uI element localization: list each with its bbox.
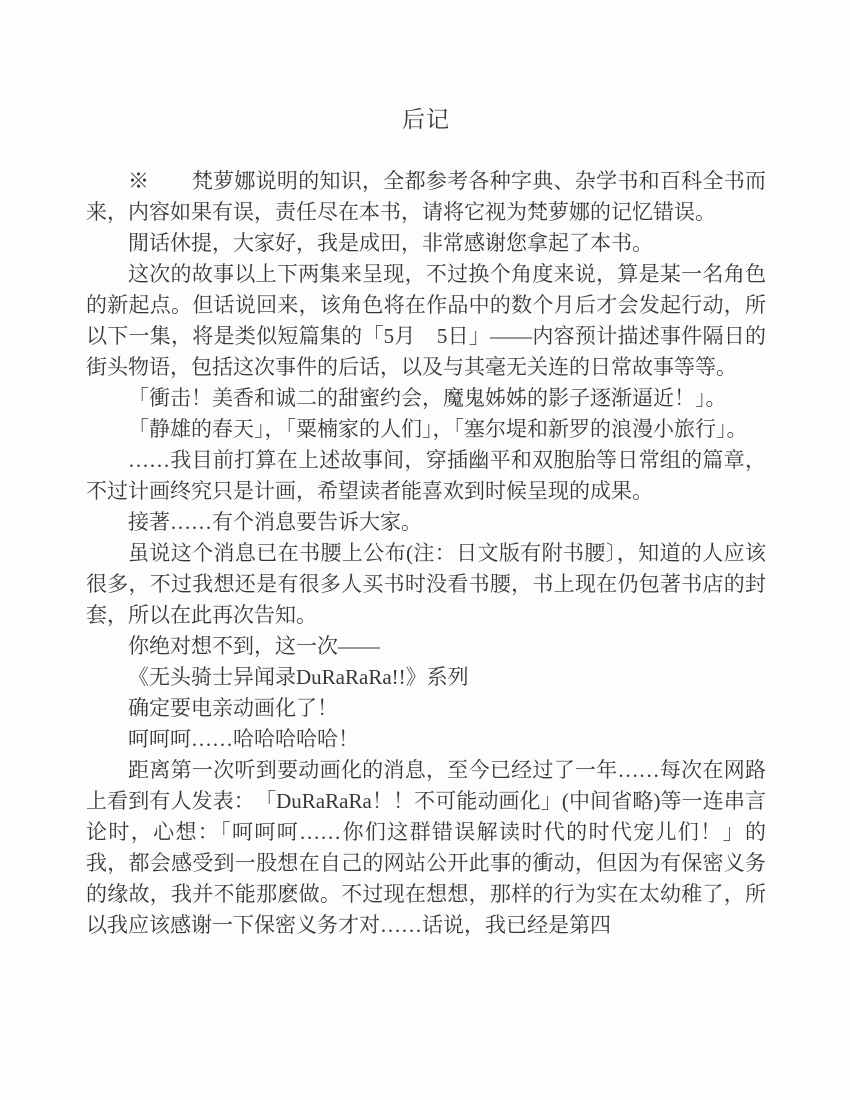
paragraph: ……我目前打算在上述故事间，穿插幽平和双胞胎等日常组的篇章，不过计画终究只是计画，希望读者能喜欢到时候呈现的成果。 bbox=[86, 448, 766, 503]
paragraph: 虽说这个消息已在书腰上公布(注：日文版有附书腰〕，知道的人应该很多，不过我想还是有很多人买书时没看书腰，书上现在仍包著书店的封套，所以在此再次告知。 bbox=[86, 541, 766, 627]
page-title: 后记 bbox=[402, 107, 450, 132]
paragraph: 你绝对想不到，这一次—— bbox=[128, 634, 380, 658]
paragraph: 接著……有个消息要告诉大家。 bbox=[128, 510, 422, 534]
paragraph: 閒话休提，大家好，我是成田，非常感谢您拿起了本书。 bbox=[128, 231, 653, 255]
paragraph: 确定要电亲动画化了！ bbox=[128, 696, 338, 720]
paragraph: ※ 梵萝娜说明的知识，全都参考各种字典、杂学书和百科全书而来，内容如果有误，责任尽在本书，请将它视为梵萝娜的记忆错误。 bbox=[86, 169, 766, 224]
afterword-body bbox=[86, 166, 766, 941]
paragraph: 《无头骑士异闻录DuRaRaRa!!》系列 bbox=[128, 665, 469, 689]
paragraph: 距离第一次听到要动画化的消息，至今已经过了一年……每次在网路上看到有人发表： 「DuRaRaRa！！不可能动画化」(中间省略)等一连串言论时，心想：「呵呵呵……你们这群错误解读时代的时代宠儿们！」的我，都会感受到一股想在自己的网站公开此事的衝动，但因为有保密义务的缘故，我并不能那麽做。不过现在想想，那样的行为实在太幼稚了，所以我应该感谢一下保密义务才对……话说，我已经是第四 bbox=[86, 758, 766, 937]
paragraph: 呵呵呵……哈哈哈哈哈！ bbox=[128, 727, 359, 751]
paragraph: 「静雄的春天」，「粟楠家的人们」，「塞尔堤和新罗的浪漫小旅行」。 bbox=[128, 417, 748, 441]
paragraph: 「衝击！美香和诚二的甜蜜约会，魔鬼姊姊的影子逐渐逼近！」。 bbox=[128, 386, 727, 410]
paragraph: 这次的故事以上下两集来呈现，不过换个角度来说，算是某一名角色的新起点。但话说回来，该角色将在作品中的数个月后才会发起行动，所以下一集，将是类似短篇集的「5月 5日」——内容预计描述事件隔日的街头物语，包括这次事件的后话，以及与其毫无关连的日常故事等等。 bbox=[86, 262, 766, 379]
